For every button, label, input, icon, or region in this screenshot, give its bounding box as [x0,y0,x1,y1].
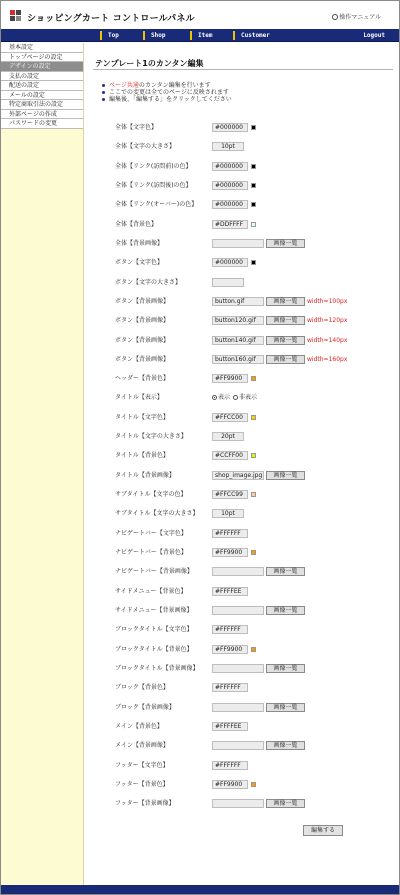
field-label: タイトル【文字色】 [115,413,169,421]
width-note: width=160px [307,355,348,363]
image-filename-input[interactable]: button120.gif [212,316,264,325]
field-label: タイトル【背景画像】 [115,471,175,479]
color-swatch-icon [251,202,256,207]
field-label: ボタン【背景画像】 [115,355,170,363]
field-label: ボタン【背景画像】 [115,317,170,325]
radio-label: 非表示 [239,394,258,402]
form-row [85,220,399,230]
image-filename-input[interactable] [212,606,264,615]
sidebar-item-mail[interactable]: メールの設定 [1,91,83,101]
image-list-button[interactable]: 画像一覧 [266,297,305,306]
image-filename-input[interactable]: button.gif [212,297,264,306]
field-label: ヘッダー【背景色】 [115,375,170,383]
form-row [85,587,399,597]
form-row [85,548,399,558]
field-label: 全体【文字の大きさ】 [115,143,176,151]
field-label: ナビゲートバー【背景色】 [115,549,187,557]
form-row [85,606,399,616]
field-label: サイドメニュー【背景画像】 [115,607,193,614]
form-row [85,799,399,809]
field-label: ボタン【背景画像】 [115,336,170,344]
image-filename-input[interactable]: button160.gif [212,355,264,364]
field-label: フッター【文字色】 [115,761,169,769]
color-swatch-icon [251,550,256,555]
form-row [85,645,399,655]
radio-button[interactable] [233,395,238,400]
note-line [101,96,232,103]
sidebar-item-design[interactable]: デザインの設定 [1,62,83,72]
field-label: ブロック【背景画像】 [115,703,175,711]
field-label: ブロックタイトル【文字色】 [115,626,193,634]
image-list-button[interactable]: 画像一覧 [266,741,305,750]
form-row [85,316,399,326]
page-title: テンプレート1のカンタン編集 [95,59,204,68]
image-list-button[interactable]: 画像一覧 [266,606,305,615]
image-filename-input[interactable] [212,741,264,750]
field-label: サブタイトル【文字の色】 [115,491,187,499]
nav-shop[interactable]: Shop [143,31,165,40]
field-label: ボタン【背景画像】 [115,297,170,305]
field-label: フッター【背景画像】 [115,800,175,808]
bullet-icon [102,91,105,94]
color-input[interactable]: #FF9900 [212,780,248,789]
help-icon [332,14,338,20]
color-swatch-icon [251,125,256,130]
color-swatch-icon [251,647,256,652]
image-filename-input[interactable] [212,567,264,576]
image-list-button[interactable]: 画像一覧 [266,355,305,364]
field-label: ボタン【文字の大きさ】 [115,278,182,286]
form-row [85,567,399,577]
sidebar-item-commerce-law[interactable]: 特定商取引法の設定 [1,100,83,110]
width-note: width=120px [307,317,348,325]
color-input[interactable]: #FFCC99 [212,490,248,499]
form-row [85,123,399,133]
size-input[interactable]: 20pt [212,432,244,441]
form-row [85,374,399,384]
image-list-button[interactable]: 画像一覧 [266,239,305,248]
color-input[interactable]: #FFFFFF [212,683,248,692]
field-label: 全体【リンク(訪問後)の色】 [115,181,192,189]
field-label: ブロックタイトル【背景画像】 [115,664,199,672]
note-highlight: ページ共通 [109,82,139,89]
bullet-icon [102,84,105,87]
field-label: 全体【背景画像】 [115,239,164,247]
form-row [85,336,399,346]
form-row [85,509,399,519]
field-label: タイトル【文字の大きさ】 [115,433,187,441]
form-row [85,162,399,172]
form-row [85,432,399,442]
form-row [85,181,399,191]
field-label: ナビゲートバー【背景画像】 [115,568,193,576]
radio-label: 表示 [218,394,231,402]
image-list-button[interactable]: 画像一覧 [266,567,305,576]
submit-button[interactable]: 編集する [303,825,343,836]
form-row [85,393,399,403]
nav-customer[interactable]: Customer [233,31,270,40]
field-label: ナビゲートバー【文字色】 [115,529,187,537]
note-text: のカンタン編集を行います [138,82,211,89]
color-input[interactable]: #DDFFFF [212,220,248,229]
image-list-button[interactable]: 画像一覧 [266,703,305,712]
color-swatch-icon [251,164,256,169]
color-input[interactable]: #000000 [212,181,248,190]
color-swatch-icon [251,782,256,787]
field-label: 全体【背景色】 [115,220,158,228]
color-input[interactable]: #FF9900 [212,374,248,383]
logo-icon [10,10,22,22]
color-swatch-icon [251,453,256,458]
logout-link[interactable]: Logout [363,32,385,39]
manual-link-label: 操作マニュアル [339,14,381,21]
form-row [85,683,399,693]
color-swatch-icon [251,222,256,227]
image-filename-input[interactable] [212,664,264,673]
footer-bar [1,885,399,894]
form-row [85,258,399,268]
image-list-button[interactable]: 画像一覧 [266,316,305,325]
form-row [85,355,399,365]
sidebar-item-password[interactable]: パスワードの変更 [1,119,83,129]
color-swatch-icon [251,492,256,497]
field-label: タイトル【表示】 [115,394,163,402]
form-row [85,200,399,210]
color-input[interactable]: #FFFFFF [212,529,248,538]
field-label: ボタン【文字色】 [115,259,164,267]
field-label: フッター【背景色】 [115,780,169,788]
form-row [85,142,399,152]
size-input[interactable] [212,278,244,287]
sidebar-item-external-page[interactable]: 外部ページの作成 [1,110,83,120]
form-row [85,490,399,500]
note-text: 編集後、「編集する」をクリックしてください [109,96,232,103]
field-label: ブロックタイトル【背景色】 [115,645,193,653]
color-input[interactable]: #000000 [212,200,248,209]
title-divider [93,69,393,70]
image-filename-input[interactable] [212,799,264,808]
color-input[interactable]: #FFFFFF [212,625,248,634]
image-filename-input[interactable] [212,703,264,712]
header [1,1,399,29]
field-label: 全体【リンク(訪問前)の色】 [115,162,192,170]
form-row [85,625,399,635]
form-row [85,471,399,481]
color-input[interactable]: #FF9900 [212,645,248,654]
bullet-icon [102,98,105,101]
field-label: タイトル【背景色】 [115,452,169,460]
sidebar [1,43,84,894]
color-input[interactable]: #FFFFEE [212,722,248,731]
note-line [101,89,232,96]
color-input[interactable]: #FFCC00 [212,413,248,422]
color-input[interactable]: #000000 [212,258,248,267]
color-swatch-icon [251,415,256,420]
width-note: width=100px [307,297,348,305]
image-filename-input[interactable]: shop_image.jpg [212,471,264,480]
color-input[interactable]: #000000 [212,162,248,171]
field-label: サイドメニュー【背景色】 [115,587,187,595]
form-row [85,761,399,771]
main-content [85,43,399,894]
field-label: メイン【背景色】 [115,722,163,730]
color-swatch-icon [251,376,256,381]
image-list-button[interactable]: 画像一覧 [266,336,305,345]
width-note: width=140px [307,336,348,344]
form-row [85,664,399,674]
size-input[interactable]: 10pt [212,142,244,151]
nav-item[interactable]: Item [190,31,212,40]
form-row [85,722,399,732]
sidebar-item-top-page[interactable]: トップページの設定 [1,53,83,63]
sidebar-item-shipping[interactable]: 配送の設定 [1,81,83,91]
color-input[interactable]: #FFFFFF [212,761,248,770]
image-filename-input[interactable]: button140.gif [212,336,264,345]
color-input[interactable]: #FF9900 [212,548,248,557]
nav-top[interactable]: Top [100,31,119,40]
top-nav [1,29,399,42]
form-row [85,413,399,423]
note-text: ここでの変更は全てのページに反映されます [109,89,229,96]
form-row [85,741,399,751]
image-list-button[interactable]: 画像一覧 [266,471,305,480]
app-title: ショッピングカート コントロールパネル [27,14,195,24]
image-filename-input[interactable] [212,239,264,248]
manual-link[interactable] [332,12,381,21]
form-row [85,451,399,461]
field-label: メイン【背景画像】 [115,742,169,750]
image-list-button[interactable]: 画像一覧 [266,664,305,673]
field-label: 全体【リンク(オーバー)の色】 [115,201,198,209]
field-label: サブタイトル【文字の大きさ】 [115,510,199,518]
image-list-button[interactable]: 画像一覧 [266,799,305,808]
sidebar-item-basic[interactable]: 基本設定 [1,43,83,53]
color-swatch-icon [251,183,256,188]
form-row [85,239,399,249]
form-row [85,278,399,288]
form-row [85,297,399,307]
color-input[interactable]: #CCFF00 [212,451,248,460]
field-label: 全体【文字色】 [115,124,158,131]
color-swatch-icon [251,260,256,265]
radio-button[interactable] [212,395,217,400]
form-row [85,529,399,539]
sidebar-item-payment[interactable]: 支払の設定 [1,72,83,82]
display-radio-group [212,393,257,403]
form-row [85,703,399,713]
color-input[interactable]: #FFFFEE [212,587,248,596]
form-row [85,780,399,790]
note-line [101,82,232,89]
field-label: ブロック【背景色】 [115,684,169,692]
color-input[interactable]: #000000 [212,123,248,132]
instruction-notes [101,82,232,103]
size-input[interactable]: 10pt [212,509,244,518]
